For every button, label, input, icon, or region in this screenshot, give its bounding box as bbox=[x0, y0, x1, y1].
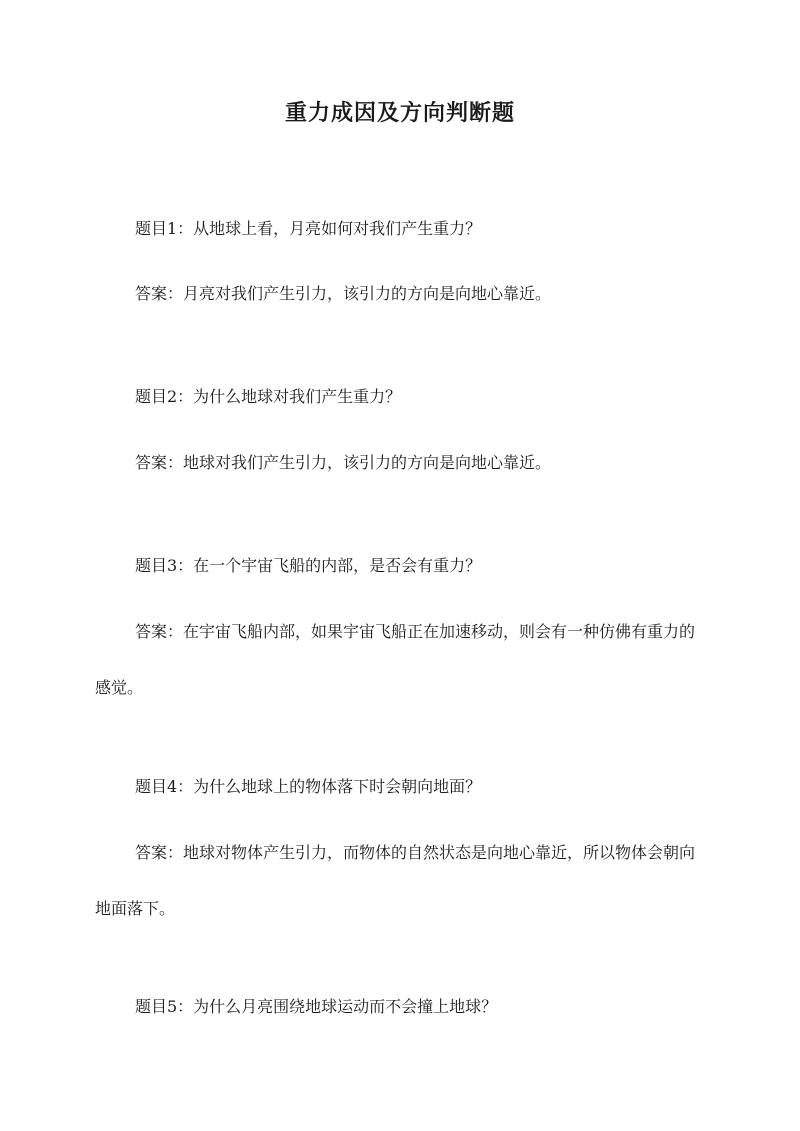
answer-3: 答案：在宇宙飞船内部，如果宇宙飞船正在加速移动，则会有一种仿佛有重力的感觉。 bbox=[95, 622, 696, 697]
answer-4-block bbox=[95, 825, 707, 937]
question-4: 题目4：为什么地球上的物体落下时会朝向地面？ bbox=[135, 777, 482, 796]
answer-3-block bbox=[95, 604, 707, 716]
document-title: 重力成因及方向判断题 bbox=[284, 100, 515, 126]
answer-2: 答案：地球对我们产生引力，该引力的方向是向地心靠近。 bbox=[135, 453, 552, 472]
question-3: 题目3：在一个宇宙飞船的内部，是否会有重力？ bbox=[135, 556, 482, 575]
question-5: 题目5：为什么月亮围绕地球运动而不会撞上地球？ bbox=[135, 997, 498, 1016]
question-1: 题目1：从地球上看，月亮如何对我们产生重力？ bbox=[135, 219, 482, 238]
answer-4: 答案：地球对物体产生引力，而物体的自然状态是向地心靠近，所以物体会朝向地面落下。 bbox=[95, 843, 696, 918]
question-5-block bbox=[95, 993, 707, 1021]
answer-1: 答案：月亮对我们产生引力，该引力的方向是向地心靠近。 bbox=[135, 284, 552, 303]
question-3-block bbox=[95, 552, 707, 580]
question-1-block bbox=[95, 215, 707, 243]
answer-2-block bbox=[95, 449, 707, 477]
question-2-block bbox=[95, 383, 707, 411]
question-4-block bbox=[95, 773, 707, 801]
answer-1-block bbox=[95, 280, 707, 308]
question-2: 题目2：为什么地球对我们产生重力？ bbox=[135, 387, 402, 406]
